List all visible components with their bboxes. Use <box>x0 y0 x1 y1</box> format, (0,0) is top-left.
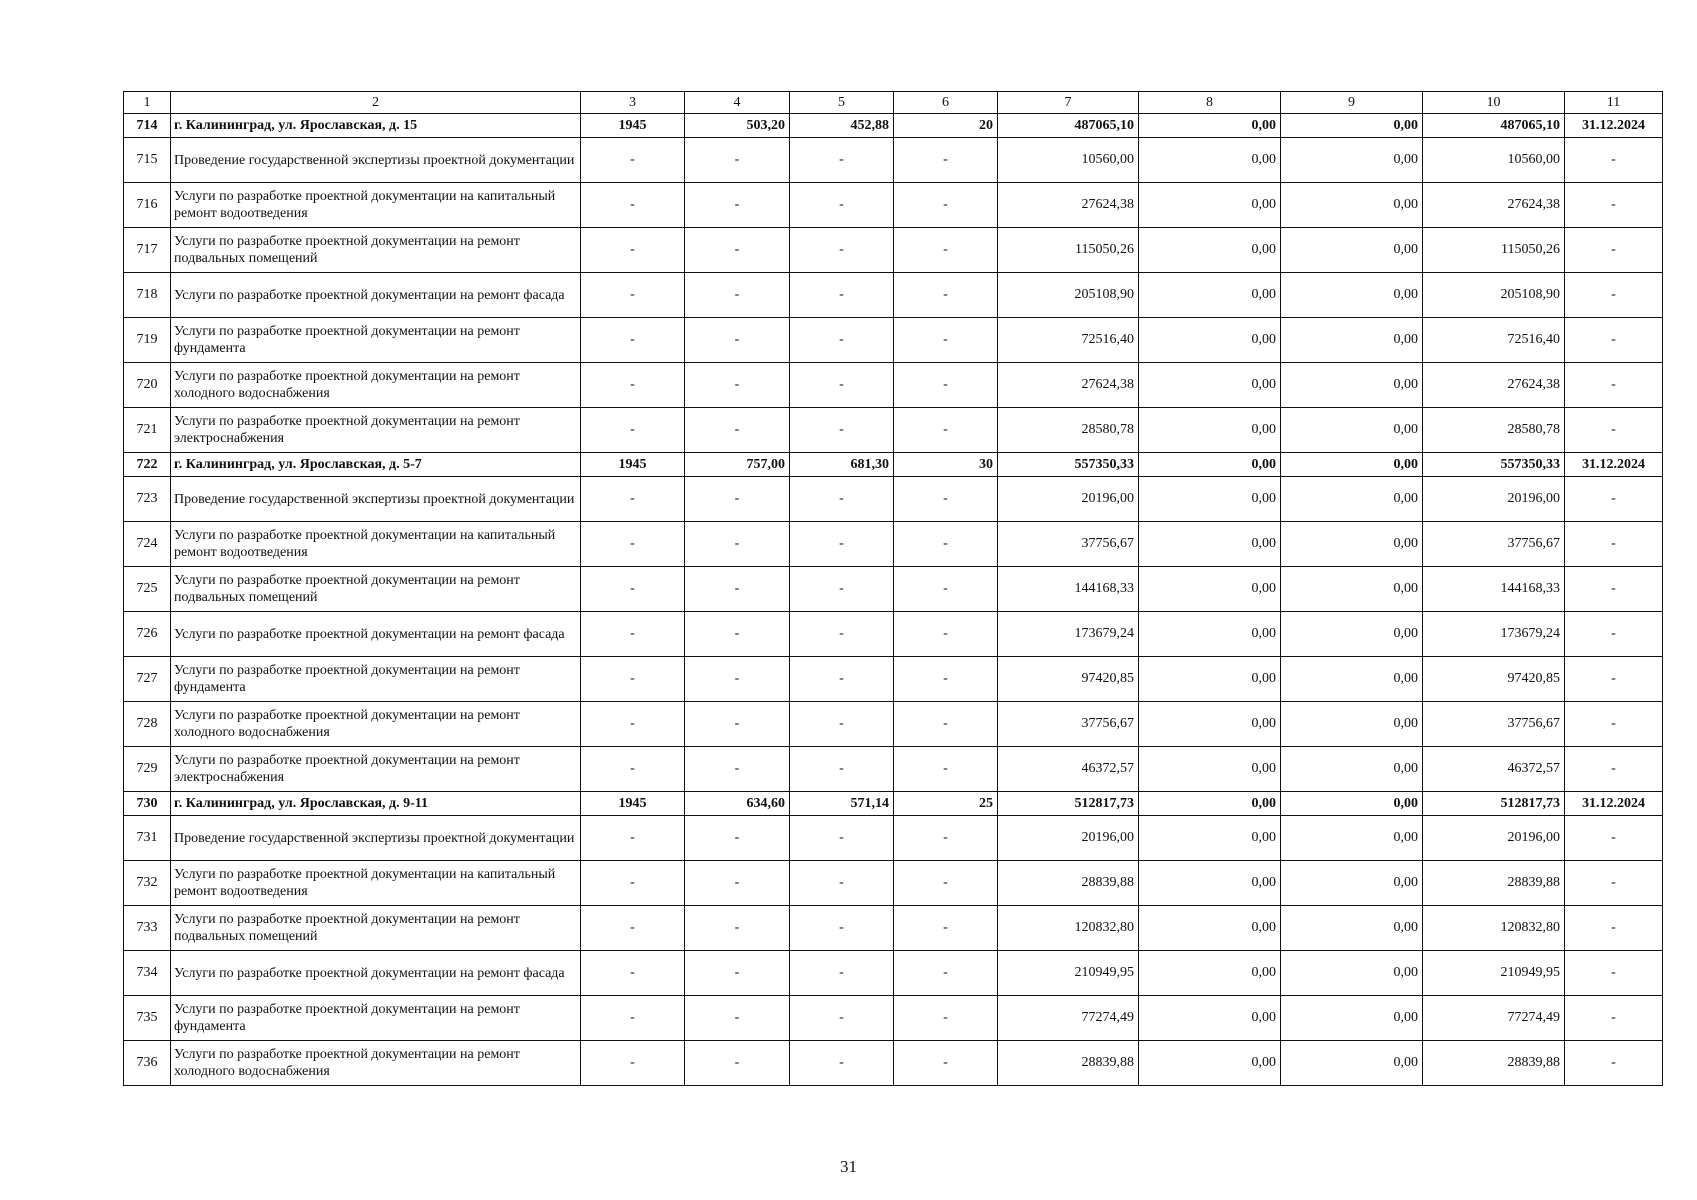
col8-cell: 0,00 <box>1139 363 1281 408</box>
total-area-cell: - <box>685 138 790 183</box>
col8-cell: 0,00 <box>1139 408 1281 453</box>
living-area-cell: - <box>790 657 894 702</box>
year-cell: 1945 <box>581 453 685 477</box>
year-cell: - <box>581 861 685 906</box>
col8-cell: 0,00 <box>1139 702 1281 747</box>
total-cost-cell: 10560,00 <box>998 138 1139 183</box>
residents-cell: - <box>894 951 998 996</box>
building-row <box>124 453 1663 477</box>
date-cell: - <box>1565 477 1663 522</box>
date-cell: - <box>1565 567 1663 612</box>
date-cell: - <box>1565 747 1663 792</box>
residents-cell: - <box>894 816 998 861</box>
total-cost-cell: 27624,38 <box>998 363 1139 408</box>
column-header: 5 <box>790 92 894 114</box>
residents-cell: - <box>894 702 998 747</box>
description-cell: Услуги по разработке проектной документации на ремонт фасада <box>171 273 581 318</box>
col8-cell: 0,00 <box>1139 228 1281 273</box>
column-header: 6 <box>894 92 998 114</box>
total-area-cell: - <box>685 477 790 522</box>
col10-cell: 120832,80 <box>1423 906 1565 951</box>
col9-cell: 0,00 <box>1281 747 1423 792</box>
col8-cell: 0,00 <box>1139 816 1281 861</box>
data-table <box>123 91 1663 1086</box>
date-cell: - <box>1565 273 1663 318</box>
year-cell: - <box>581 906 685 951</box>
col9-cell: 0,00 <box>1281 951 1423 996</box>
work-item-row <box>124 318 1663 363</box>
col9-cell: 0,00 <box>1281 1041 1423 1086</box>
col9-cell: 0,00 <box>1281 408 1423 453</box>
column-header: 3 <box>581 92 685 114</box>
residents-cell: - <box>894 861 998 906</box>
living-area-cell: - <box>790 183 894 228</box>
date-cell: - <box>1565 906 1663 951</box>
row-number-cell: 731 <box>124 816 171 861</box>
residents-cell: - <box>894 1041 998 1086</box>
residents-cell: - <box>894 273 998 318</box>
total-cost-cell: 46372,57 <box>998 747 1139 792</box>
row-number-cell: 717 <box>124 228 171 273</box>
year-cell: - <box>581 657 685 702</box>
residents-cell: 25 <box>894 792 998 816</box>
residents-cell: - <box>894 567 998 612</box>
year-cell: - <box>581 747 685 792</box>
living-area-cell: - <box>790 363 894 408</box>
work-item-row <box>124 996 1663 1041</box>
residents-cell: - <box>894 318 998 363</box>
description-cell: Услуги по разработке проектной документации на капитальный ремонт водоотведения <box>171 183 581 228</box>
row-number-cell: 734 <box>124 951 171 996</box>
description-cell: Услуги по разработке проектной документации на ремонт фундамента <box>171 318 581 363</box>
row-number-cell: 729 <box>124 747 171 792</box>
col10-cell: 144168,33 <box>1423 567 1565 612</box>
total-cost-cell: 210949,95 <box>998 951 1139 996</box>
col10-cell: 77274,49 <box>1423 996 1565 1041</box>
total-cost-cell: 72516,40 <box>998 318 1139 363</box>
living-area-cell: - <box>790 273 894 318</box>
residents-cell: - <box>894 747 998 792</box>
col10-cell: 205108,90 <box>1423 273 1565 318</box>
building-row <box>124 792 1663 816</box>
col8-cell: 0,00 <box>1139 996 1281 1041</box>
description-cell: Проведение государственной экспертизы проектной документации <box>171 816 581 861</box>
row-number-cell: 715 <box>124 138 171 183</box>
col9-cell: 0,00 <box>1281 996 1423 1041</box>
total-cost-cell: 28839,88 <box>998 1041 1139 1086</box>
total-cost-cell: 20196,00 <box>998 477 1139 522</box>
col10-cell: 487065,10 <box>1423 114 1565 138</box>
row-number-cell: 721 <box>124 408 171 453</box>
year-cell: - <box>581 477 685 522</box>
year-cell: - <box>581 1041 685 1086</box>
description-cell: Услуги по разработке проектной документации на ремонт подвальных помещений <box>171 906 581 951</box>
total-cost-cell: 487065,10 <box>998 114 1139 138</box>
col10-cell: 210949,95 <box>1423 951 1565 996</box>
row-number-cell: 716 <box>124 183 171 228</box>
description-cell: г. Калининград, ул. Ярославская, д. 15 <box>171 114 581 138</box>
total-area-cell: - <box>685 228 790 273</box>
date-cell: 31.12.2024 <box>1565 114 1663 138</box>
total-area-cell: - <box>685 996 790 1041</box>
year-cell: - <box>581 951 685 996</box>
col10-cell: 46372,57 <box>1423 747 1565 792</box>
col9-cell: 0,00 <box>1281 861 1423 906</box>
col10-cell: 20196,00 <box>1423 477 1565 522</box>
column-header: 10 <box>1423 92 1565 114</box>
total-area-cell: - <box>685 747 790 792</box>
date-cell: - <box>1565 861 1663 906</box>
column-header: 1 <box>124 92 171 114</box>
description-cell: Услуги по разработке проектной документации на ремонт фасада <box>171 951 581 996</box>
col9-cell: 0,00 <box>1281 453 1423 477</box>
year-cell: - <box>581 567 685 612</box>
col8-cell: 0,00 <box>1139 657 1281 702</box>
residents-cell: 20 <box>894 114 998 138</box>
work-item-row <box>124 228 1663 273</box>
work-item-row <box>124 816 1663 861</box>
col10-cell: 512817,73 <box>1423 792 1565 816</box>
year-cell: - <box>581 522 685 567</box>
year-cell: - <box>581 273 685 318</box>
date-cell: - <box>1565 408 1663 453</box>
year-cell: 1945 <box>581 114 685 138</box>
living-area-cell: - <box>790 702 894 747</box>
description-cell: Услуги по разработке проектной документации на ремонт фундамента <box>171 657 581 702</box>
living-area-cell: - <box>790 477 894 522</box>
total-area-cell: - <box>685 1041 790 1086</box>
row-number-cell: 735 <box>124 996 171 1041</box>
living-area-cell: 681,30 <box>790 453 894 477</box>
total-area-cell: - <box>685 273 790 318</box>
work-item-row <box>124 747 1663 792</box>
col9-cell: 0,00 <box>1281 567 1423 612</box>
date-cell: - <box>1565 138 1663 183</box>
col10-cell: 20196,00 <box>1423 816 1565 861</box>
living-area-cell: - <box>790 951 894 996</box>
total-area-cell: - <box>685 906 790 951</box>
col8-cell: 0,00 <box>1139 453 1281 477</box>
column-header: 9 <box>1281 92 1423 114</box>
col10-cell: 557350,33 <box>1423 453 1565 477</box>
description-cell: Услуги по разработке проектной документации на ремонт электроснабжения <box>171 747 581 792</box>
work-item-row <box>124 273 1663 318</box>
description-cell: Услуги по разработке проектной документации на ремонт холодного водоснабжения <box>171 1041 581 1086</box>
table-body <box>124 92 1663 1086</box>
residents-cell: - <box>894 906 998 951</box>
col10-cell: 28839,88 <box>1423 861 1565 906</box>
date-cell: - <box>1565 318 1663 363</box>
work-item-row <box>124 702 1663 747</box>
col10-cell: 37756,67 <box>1423 522 1565 567</box>
work-item-row <box>124 861 1663 906</box>
living-area-cell: - <box>790 861 894 906</box>
date-cell: - <box>1565 702 1663 747</box>
total-area-cell: 634,60 <box>685 792 790 816</box>
living-area-cell: 452,88 <box>790 114 894 138</box>
page-number: 31 <box>840 1157 857 1176</box>
work-item-row <box>124 657 1663 702</box>
total-area-cell: - <box>685 522 790 567</box>
col10-cell: 27624,38 <box>1423 363 1565 408</box>
residents-cell: - <box>894 228 998 273</box>
description-cell: Услуги по разработке проектной документации на ремонт фундамента <box>171 996 581 1041</box>
col8-cell: 0,00 <box>1139 183 1281 228</box>
residents-cell: - <box>894 183 998 228</box>
total-cost-cell: 557350,33 <box>998 453 1139 477</box>
col9-cell: 0,00 <box>1281 906 1423 951</box>
total-cost-cell: 120832,80 <box>998 906 1139 951</box>
total-cost-cell: 173679,24 <box>998 612 1139 657</box>
residents-cell: - <box>894 657 998 702</box>
date-cell: - <box>1565 522 1663 567</box>
col8-cell: 0,00 <box>1139 273 1281 318</box>
column-header: 2 <box>171 92 581 114</box>
col8-cell: 0,00 <box>1139 906 1281 951</box>
date-cell: - <box>1565 228 1663 273</box>
row-number-cell: 732 <box>124 861 171 906</box>
col10-cell: 97420,85 <box>1423 657 1565 702</box>
total-cost-cell: 27624,38 <box>998 183 1139 228</box>
date-cell: - <box>1565 996 1663 1041</box>
residents-cell: 30 <box>894 453 998 477</box>
date-cell: - <box>1565 657 1663 702</box>
col8-cell: 0,00 <box>1139 522 1281 567</box>
description-cell: Услуги по разработке проектной документации на ремонт холодного водоснабжения <box>171 363 581 408</box>
row-number-cell: 714 <box>124 114 171 138</box>
total-area-cell: - <box>685 318 790 363</box>
work-item-row <box>124 183 1663 228</box>
living-area-cell: 571,14 <box>790 792 894 816</box>
total-area-cell: 503,20 <box>685 114 790 138</box>
work-item-row <box>124 138 1663 183</box>
total-area-cell: - <box>685 657 790 702</box>
row-number-cell: 728 <box>124 702 171 747</box>
year-cell: - <box>581 996 685 1041</box>
residents-cell: - <box>894 522 998 567</box>
col10-cell: 115050,26 <box>1423 228 1565 273</box>
description-cell: Услуги по разработке проектной документации на ремонт подвальных помещений <box>171 567 581 612</box>
residents-cell: - <box>894 996 998 1041</box>
row-number-cell: 736 <box>124 1041 171 1086</box>
col8-cell: 0,00 <box>1139 477 1281 522</box>
col9-cell: 0,00 <box>1281 702 1423 747</box>
total-area-cell: - <box>685 612 790 657</box>
year-cell: - <box>581 363 685 408</box>
col9-cell: 0,00 <box>1281 273 1423 318</box>
description-cell: Услуги по разработке проектной документации на ремонт электроснабжения <box>171 408 581 453</box>
building-row <box>124 114 1663 138</box>
date-cell: - <box>1565 951 1663 996</box>
work-item-row <box>124 363 1663 408</box>
residents-cell: - <box>894 477 998 522</box>
living-area-cell: - <box>790 408 894 453</box>
col9-cell: 0,00 <box>1281 612 1423 657</box>
col8-cell: 0,00 <box>1139 138 1281 183</box>
residents-cell: - <box>894 612 998 657</box>
row-number-cell: 723 <box>124 477 171 522</box>
col8-cell: 0,00 <box>1139 951 1281 996</box>
col9-cell: 0,00 <box>1281 816 1423 861</box>
row-number-cell: 719 <box>124 318 171 363</box>
col9-cell: 0,00 <box>1281 114 1423 138</box>
work-item-row <box>124 1041 1663 1086</box>
total-cost-cell: 115050,26 <box>998 228 1139 273</box>
work-item-row <box>124 567 1663 612</box>
description-cell: Услуги по разработке проектной документации на ремонт фасада <box>171 612 581 657</box>
total-area-cell: - <box>685 408 790 453</box>
living-area-cell: - <box>790 228 894 273</box>
total-cost-cell: 512817,73 <box>998 792 1139 816</box>
col10-cell: 72516,40 <box>1423 318 1565 363</box>
total-area-cell: 757,00 <box>685 453 790 477</box>
living-area-cell: - <box>790 906 894 951</box>
total-cost-cell: 97420,85 <box>998 657 1139 702</box>
row-number-cell: 720 <box>124 363 171 408</box>
living-area-cell: - <box>790 612 894 657</box>
total-cost-cell: 77274,49 <box>998 996 1139 1041</box>
col9-cell: 0,00 <box>1281 138 1423 183</box>
work-item-row <box>124 522 1663 567</box>
living-area-cell: - <box>790 747 894 792</box>
col8-cell: 0,00 <box>1139 861 1281 906</box>
total-area-cell: - <box>685 363 790 408</box>
description-cell: Услуги по разработке проектной документации на ремонт холодного водоснабжения <box>171 702 581 747</box>
total-cost-cell: 37756,67 <box>998 522 1139 567</box>
date-cell: - <box>1565 1041 1663 1086</box>
living-area-cell: - <box>790 1041 894 1086</box>
row-number-cell: 733 <box>124 906 171 951</box>
column-header: 4 <box>685 92 790 114</box>
col10-cell: 173679,24 <box>1423 612 1565 657</box>
row-number-cell: 724 <box>124 522 171 567</box>
living-area-cell: - <box>790 522 894 567</box>
col10-cell: 27624,38 <box>1423 183 1565 228</box>
col9-cell: 0,00 <box>1281 318 1423 363</box>
total-area-cell: - <box>685 567 790 612</box>
column-number-header-row <box>124 92 1663 114</box>
work-item-row <box>124 477 1663 522</box>
date-cell: 31.12.2024 <box>1565 792 1663 816</box>
living-area-cell: - <box>790 138 894 183</box>
col9-cell: 0,00 <box>1281 363 1423 408</box>
description-cell: г. Калининград, ул. Ярославская, д. 9-11 <box>171 792 581 816</box>
date-cell: - <box>1565 612 1663 657</box>
row-number-cell: 727 <box>124 657 171 702</box>
column-header: 8 <box>1139 92 1281 114</box>
row-number-cell: 722 <box>124 453 171 477</box>
total-area-cell: - <box>685 951 790 996</box>
description-cell: г. Калининград, ул. Ярославская, д. 5-7 <box>171 453 581 477</box>
residents-cell: - <box>894 408 998 453</box>
living-area-cell: - <box>790 996 894 1041</box>
total-cost-cell: 205108,90 <box>998 273 1139 318</box>
col8-cell: 0,00 <box>1139 1041 1281 1086</box>
col8-cell: 0,00 <box>1139 792 1281 816</box>
total-area-cell: - <box>685 183 790 228</box>
col10-cell: 37756,67 <box>1423 702 1565 747</box>
residents-cell: - <box>894 138 998 183</box>
col9-cell: 0,00 <box>1281 657 1423 702</box>
description-cell: Услуги по разработке проектной документации на капитальный ремонт водоотведения <box>171 522 581 567</box>
year-cell: - <box>581 183 685 228</box>
year-cell: - <box>581 702 685 747</box>
total-area-cell: - <box>685 861 790 906</box>
date-cell: 31.12.2024 <box>1565 453 1663 477</box>
work-item-row <box>124 951 1663 996</box>
description-cell: Проведение государственной экспертизы проектной документации <box>171 138 581 183</box>
row-number-cell: 718 <box>124 273 171 318</box>
col10-cell: 28839,88 <box>1423 1041 1565 1086</box>
row-number-cell: 725 <box>124 567 171 612</box>
total-cost-cell: 20196,00 <box>998 816 1139 861</box>
year-cell: - <box>581 138 685 183</box>
year-cell: - <box>581 612 685 657</box>
col8-cell: 0,00 <box>1139 114 1281 138</box>
col10-cell: 10560,00 <box>1423 138 1565 183</box>
col8-cell: 0,00 <box>1139 612 1281 657</box>
total-cost-cell: 144168,33 <box>998 567 1139 612</box>
work-item-row <box>124 906 1663 951</box>
work-item-row <box>124 408 1663 453</box>
year-cell: - <box>581 408 685 453</box>
col9-cell: 0,00 <box>1281 228 1423 273</box>
column-header: 11 <box>1565 92 1663 114</box>
total-area-cell: - <box>685 816 790 861</box>
year-cell: - <box>581 318 685 363</box>
year-cell: - <box>581 816 685 861</box>
date-cell: - <box>1565 363 1663 408</box>
description-cell: Услуги по разработке проектной документации на ремонт подвальных помещений <box>171 228 581 273</box>
date-cell: - <box>1565 816 1663 861</box>
total-cost-cell: 28839,88 <box>998 861 1139 906</box>
description-cell: Услуги по разработке проектной документации на капитальный ремонт водоотведения <box>171 861 581 906</box>
total-area-cell: - <box>685 702 790 747</box>
col9-cell: 0,00 <box>1281 792 1423 816</box>
row-number-cell: 730 <box>124 792 171 816</box>
column-header: 7 <box>998 92 1139 114</box>
total-cost-cell: 28580,78 <box>998 408 1139 453</box>
year-cell: 1945 <box>581 792 685 816</box>
col8-cell: 0,00 <box>1139 567 1281 612</box>
col8-cell: 0,00 <box>1139 747 1281 792</box>
total-cost-cell: 37756,67 <box>998 702 1139 747</box>
date-cell: - <box>1565 183 1663 228</box>
col10-cell: 28580,78 <box>1423 408 1565 453</box>
col9-cell: 0,00 <box>1281 522 1423 567</box>
living-area-cell: - <box>790 318 894 363</box>
living-area-cell: - <box>790 816 894 861</box>
year-cell: - <box>581 228 685 273</box>
description-cell: Проведение государственной экспертизы проектной документации <box>171 477 581 522</box>
work-item-row <box>124 612 1663 657</box>
living-area-cell: - <box>790 567 894 612</box>
residents-cell: - <box>894 363 998 408</box>
col9-cell: 0,00 <box>1281 183 1423 228</box>
row-number-cell: 726 <box>124 612 171 657</box>
col9-cell: 0,00 <box>1281 477 1423 522</box>
col8-cell: 0,00 <box>1139 318 1281 363</box>
